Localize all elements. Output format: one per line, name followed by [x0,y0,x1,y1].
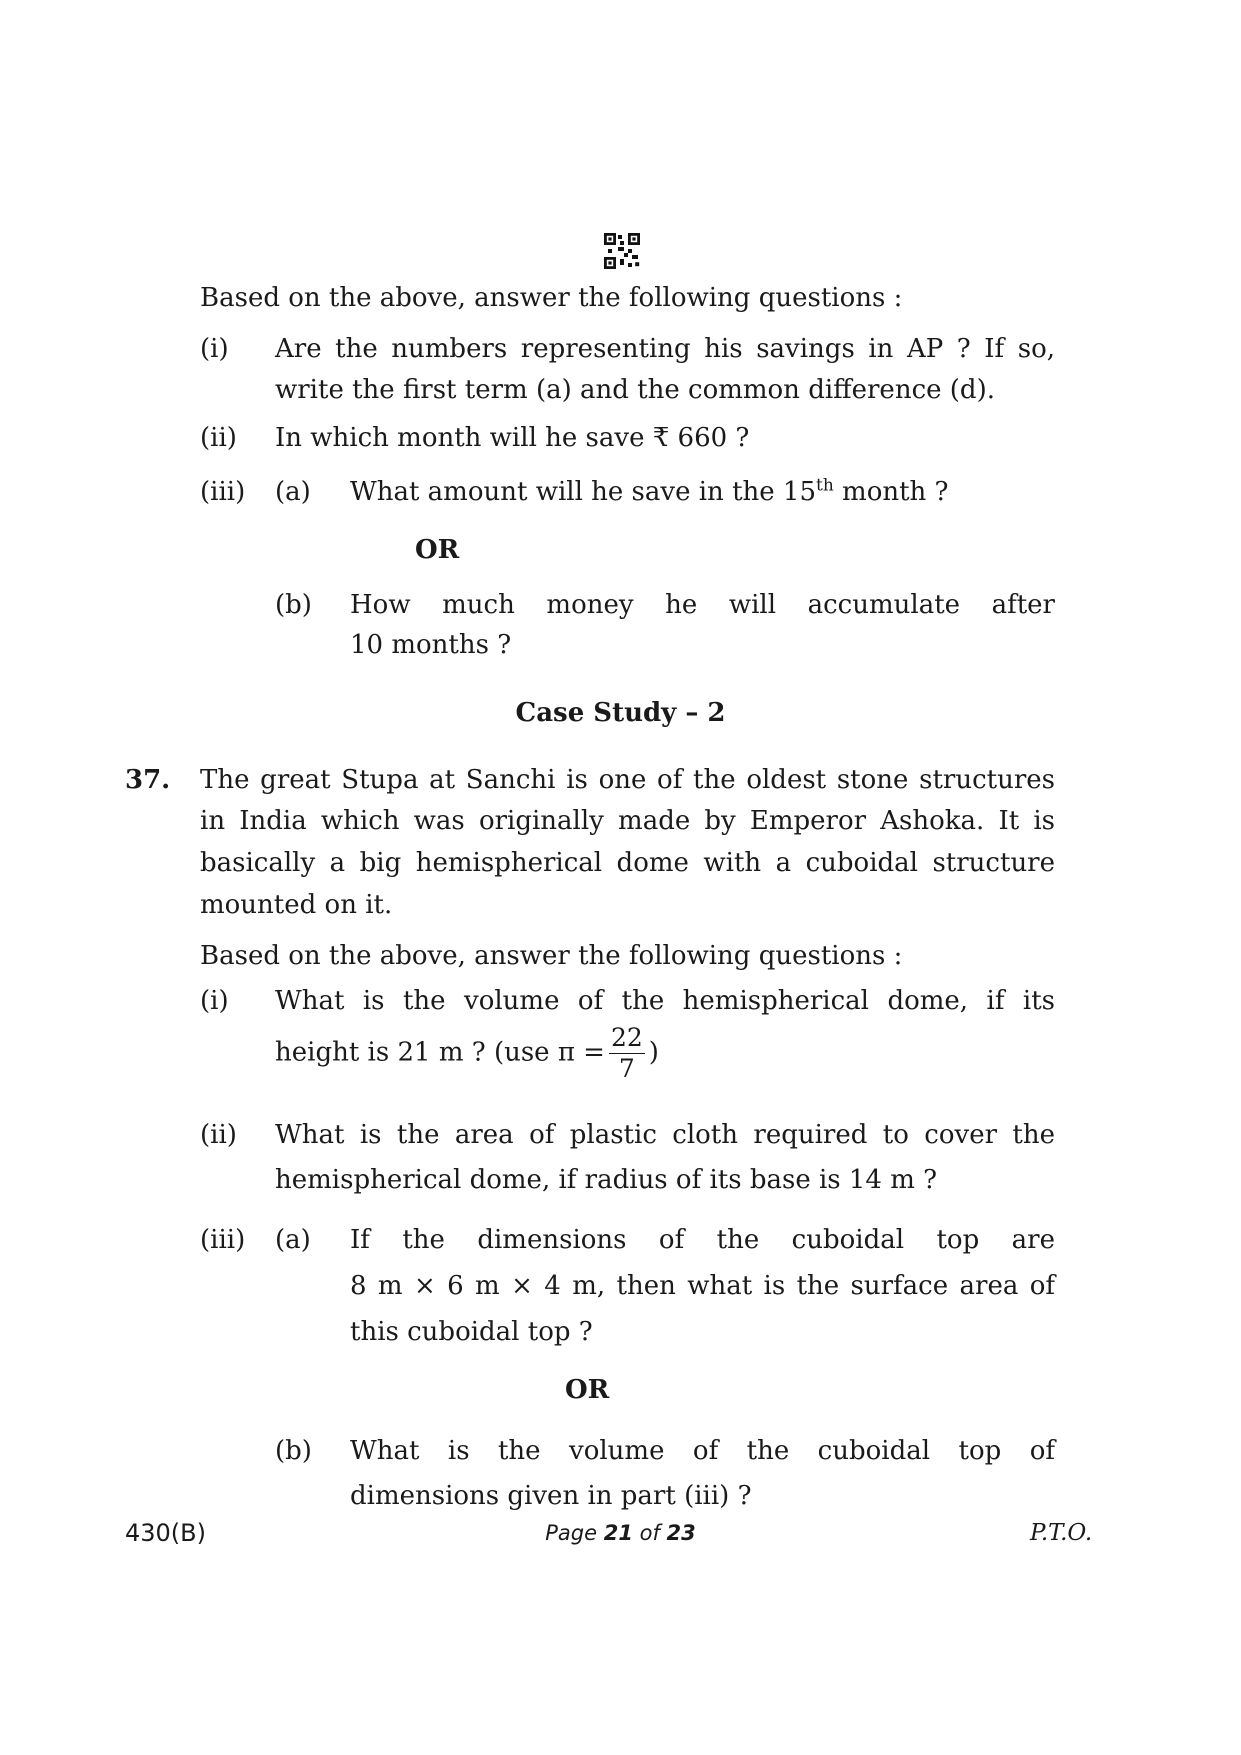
q37-number: 37. [125,765,171,795]
q37-b-label: (b) [275,1436,312,1466]
q36-a-text-pre: What amount will he save in the 15 [350,477,816,507]
q37-ii-line2: hemispherical dome, if radius of its base is 14 m ? [275,1165,938,1195]
pi-fraction-numerator: 22 [610,1023,643,1052]
q37-i-line2-pre: height is 21 m ? (use π = [275,1037,605,1068]
q37-a-label: (a) [275,1225,311,1255]
paper-code: 430(B) [125,1519,206,1547]
q36-a-text [350,477,949,507]
q36-i-line2: write the first term (a) and the common difference (d). [275,375,995,405]
page-total: 23 [666,1521,696,1545]
q37-a-line2: 8 m × 6 m × 4 m, then what is the surface area of [350,1271,1055,1301]
q37-i-number: (i) [200,986,229,1016]
q37-i-line2 [275,1023,659,1084]
q37-ii-line1: What is the area of plastic cloth required to cover the [275,1120,1055,1150]
q36-b-line2: 10 months ? [350,630,512,660]
q36-or-divider: OR [415,535,460,565]
q37-para-line1: The great Stupa at Sanchi is one of the oldest stone structures [200,765,1055,795]
q37-intro: Based on the above, answer the following questions : [200,941,903,971]
qr-code [604,233,640,269]
q36-ii-number: (ii) [200,423,237,453]
q37-i-line2-post: ) [648,1037,659,1068]
q36-ii-text: In which month will he save ₹ 660 ? [275,423,750,453]
pi-fraction [609,1023,645,1084]
q37-b-line1: What is the volume of the cuboidal top of [350,1436,1055,1466]
q36-a-label: (a) [275,477,311,507]
intro-text: Based on the above, answer the following questions : [200,283,903,313]
q36-a-text-sup: th [816,475,834,496]
page-indicator-mid: of [632,1521,667,1545]
pto-label: P.T.O. [1030,1520,1093,1546]
q36-i-line1: Are the numbers representing his savings in AP ? If so, [275,334,1055,364]
q36-iii-number: (iii) [200,477,246,507]
page-number: 21 [603,1521,633,1545]
page-indicator-pre: Page [545,1521,604,1545]
q36-i-number: (i) [200,334,229,364]
q37-a-line3: this cuboidal top ? [350,1317,593,1347]
q37-or-divider: OR [565,1375,610,1405]
q36-b-line1: How much money he will accumulate after [350,590,1055,620]
case-study-title: Case Study – 2 [515,698,726,728]
q37-para-line4: mounted on it. [200,890,393,920]
q37-ii-number: (ii) [200,1120,237,1150]
q36-b-label: (b) [275,590,312,620]
q37-b-line2: dimensions given in part (iii) ? [350,1481,752,1511]
pi-fraction-denominator: 7 [618,1054,635,1083]
q37-para-line3: basically a big hemispherical dome with a cuboidal structure [200,848,1055,878]
q37-para-line2: in India which was originally made by Emperor Ashoka. It is [200,806,1055,836]
q37-i-line1: What is the volume of the hemispherical dome, if its [275,986,1055,1016]
q36-a-text-post: month ? [833,477,949,507]
q37-a-line1: If the dimensions of the cuboidal top are [350,1225,1055,1255]
q37-iii-number: (iii) [200,1225,246,1255]
